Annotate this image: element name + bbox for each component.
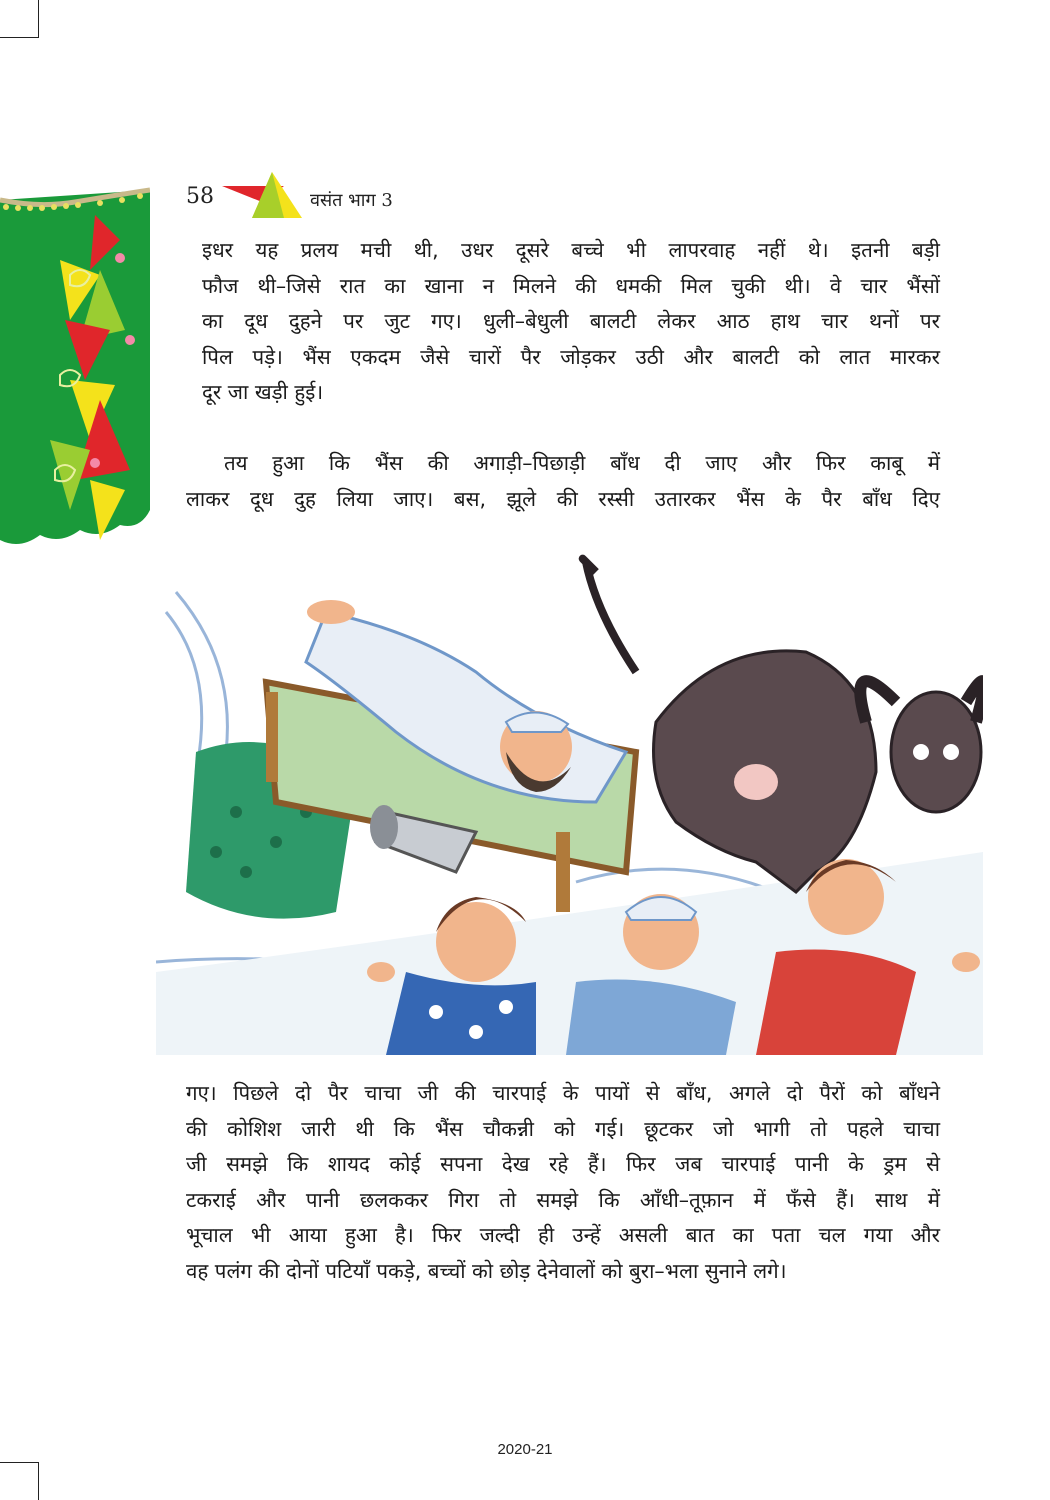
page-header [186, 178, 586, 218]
book-title: वसंत भाग 3 [310, 190, 393, 211]
text-line: तय हुआ कि भैंस की अगाड़ी–पिछाड़ी बाँध दी जाए और फिर काबू में [224, 451, 940, 475]
paragraph-2 [186, 446, 940, 517]
text-line: टकराई और पानी छलककर गिरा तो समझे कि आँधी–तूफ़ान में फँसे हैं। साथ में [186, 1187, 940, 1212]
text-line: गए। पिछले दो पैर चाचा जी की चारपाई के पायों से बाँध, अगले दो पैरों को बाँधने [186, 1081, 940, 1105]
triangle-logo-icon [222, 172, 312, 222]
paragraph-1 [202, 233, 940, 411]
crop-mark-bottom-left-v [38, 1462, 39, 1500]
text-line: इधर यह प्रलय मची थी, उधर दूसरे बच्चे भी लापरवाह नहीं थे। इतनी बड़ी [202, 238, 940, 262]
crop-mark-top-left-v [38, 0, 39, 38]
side-decoration [0, 180, 150, 550]
footer-year: 2020-21 [497, 1441, 553, 1458]
page-number: 58 [186, 184, 214, 209]
crop-mark-top-left-h [0, 37, 38, 38]
text-line: दूर जा खड़ी हुई। [202, 380, 324, 404]
text-line: जी समझे कि शायद कोई सपना देख रहे हैं। फिर जब चारपाई पानी के ड्रम से [186, 1152, 940, 1176]
text-line: फौज थी–जिसे रात का खाना न मिलने की धमकी मिल चुकी थी। वे चार भैंसों [202, 273, 940, 298]
text-line: पिल पड़े। भैंस एकदम जैसे चारों पैर जोड़कर उठी और बालटी को लात मारकर [202, 344, 940, 369]
text-line: का दूध दुहने पर जुट गए। धुली–बेधुली बालटी लेकर आठ हाथ चार थनों पर [202, 309, 940, 333]
story-illustration [156, 552, 983, 1055]
crop-mark-bottom-left-h [0, 1462, 38, 1463]
text-line: लाकर दूध दुह लिया जाए। बस, झूले की रस्सी उतारकर भैंस के पैर बाँध दिए [186, 486, 940, 511]
text-line: वह पलंग की दोनों पटियाँ पकड़े, बच्चों को छोड़ देनेवालों को बुरा–भला सुनाने लगे। [186, 1258, 787, 1283]
text-line: की कोशिश जारी थी कि भैंस चौकन्नी को गई। छूटकर जो भागी तो पहले चाचा [186, 1116, 940, 1141]
paragraph-3 [186, 1076, 940, 1289]
text-line: भूचाल भी आया हुआ है। फिर जल्दी ही उन्हें असली बात का पता चल गया और [186, 1223, 940, 1247]
